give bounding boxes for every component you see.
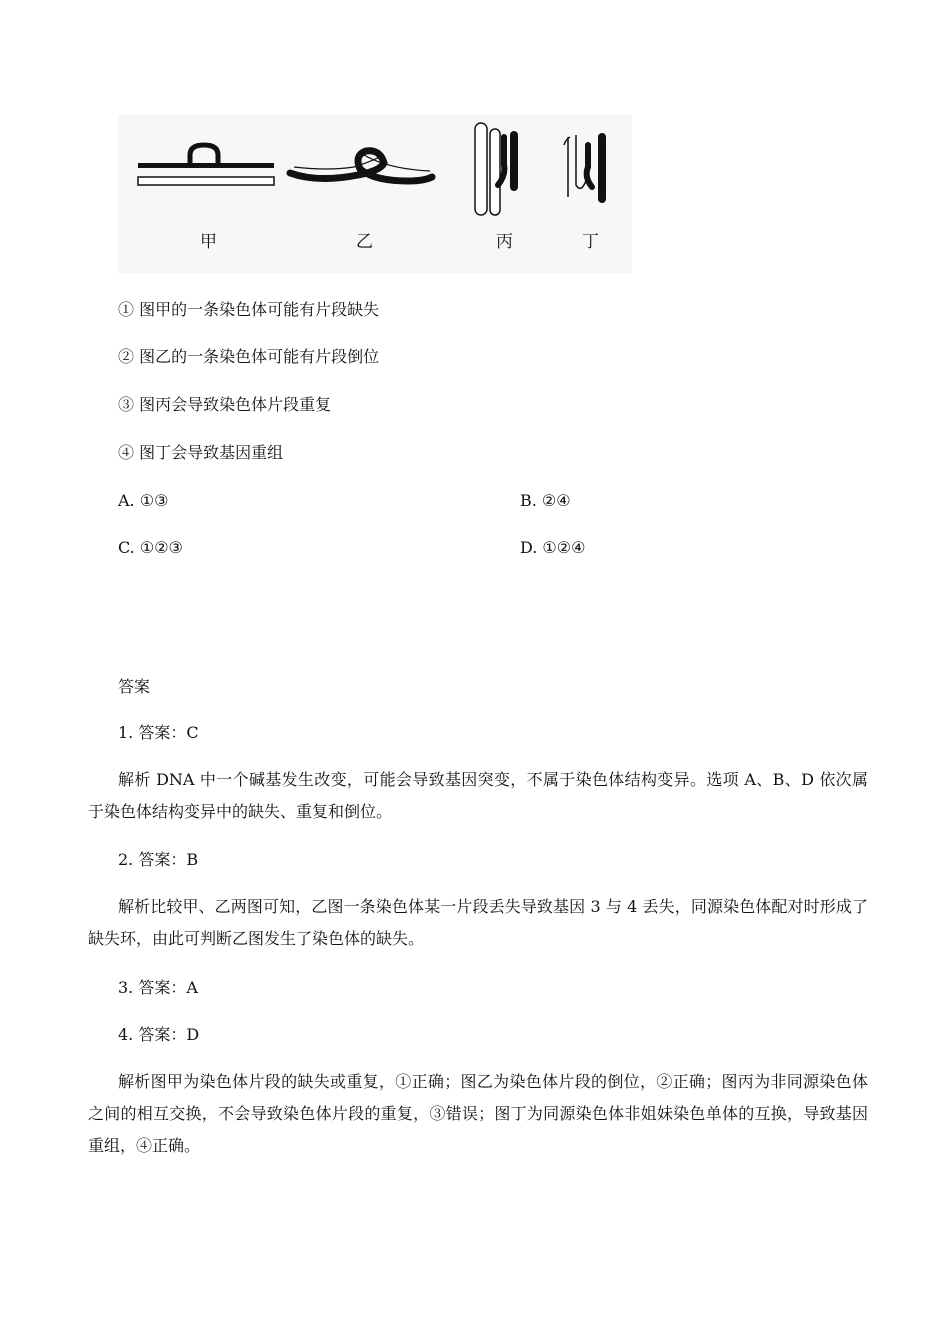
option-a: A. ①③ bbox=[118, 491, 169, 510]
chromosome-diagrams bbox=[118, 115, 632, 273]
statement-3: ③ 图丙会导致染色体片段重复 bbox=[118, 395, 332, 414]
figure-label-bing: 丙 bbox=[496, 232, 513, 252]
diagram-ding bbox=[564, 135, 602, 199]
statement-2: ② 图乙的一条染色体可能有片段倒位 bbox=[118, 347, 380, 366]
option-c: C. ①②③ bbox=[118, 538, 183, 557]
figure-label-yi: 乙 bbox=[356, 232, 373, 252]
chromosome-figure bbox=[118, 115, 632, 273]
answer-4: 4. 答案：D bbox=[118, 1025, 200, 1044]
figure-label-ding: 丁 bbox=[582, 232, 599, 252]
statement-4: ④ 图丁会导致基因重组 bbox=[118, 443, 284, 462]
figure-label-jia: 甲 bbox=[200, 232, 217, 252]
diagram-bing bbox=[475, 123, 514, 215]
explanation-4: 解析图甲为染色体片段的缺失或重复，①正确；图乙为染色体片段的倒位，②正确；图丙为非同源染色体之间的相互交换，不会导致染色体片段的重复，③错误；图丁为同源染色体非姐妹染色单体的互换，导致基因重组，④正确。 bbox=[88, 1072, 868, 1155]
diagram-yi bbox=[290, 151, 432, 181]
statement-1: ① 图甲的一条染色体可能有片段缺失 bbox=[118, 300, 380, 319]
answers-heading: 答案 bbox=[118, 677, 151, 696]
option-d: D. ①②④ bbox=[520, 538, 586, 557]
option-b: B. ②④ bbox=[520, 491, 571, 510]
answer-3: 3. 答案：A bbox=[118, 978, 198, 997]
explanation-2: 解析比较甲、乙两图可知，乙图一条染色体某一片段丢失导致基因 3 与 4 丢失，同源染色体配对时形成了缺失环，由此可判断乙图发生了染色体的缺失。 bbox=[88, 897, 868, 948]
answer-2: 2. 答案：B bbox=[118, 850, 199, 869]
answer-1: 1. 答案：C bbox=[118, 723, 199, 742]
diagram-jia bbox=[138, 145, 274, 185]
explanation-1: 解析 DNA 中一个碱基发生改变，可能会导致基因突变，不属于染色体结构变异。选项 A、B、D 依次属于染色体结构变异中的缺失、重复和倒位。 bbox=[88, 770, 868, 821]
